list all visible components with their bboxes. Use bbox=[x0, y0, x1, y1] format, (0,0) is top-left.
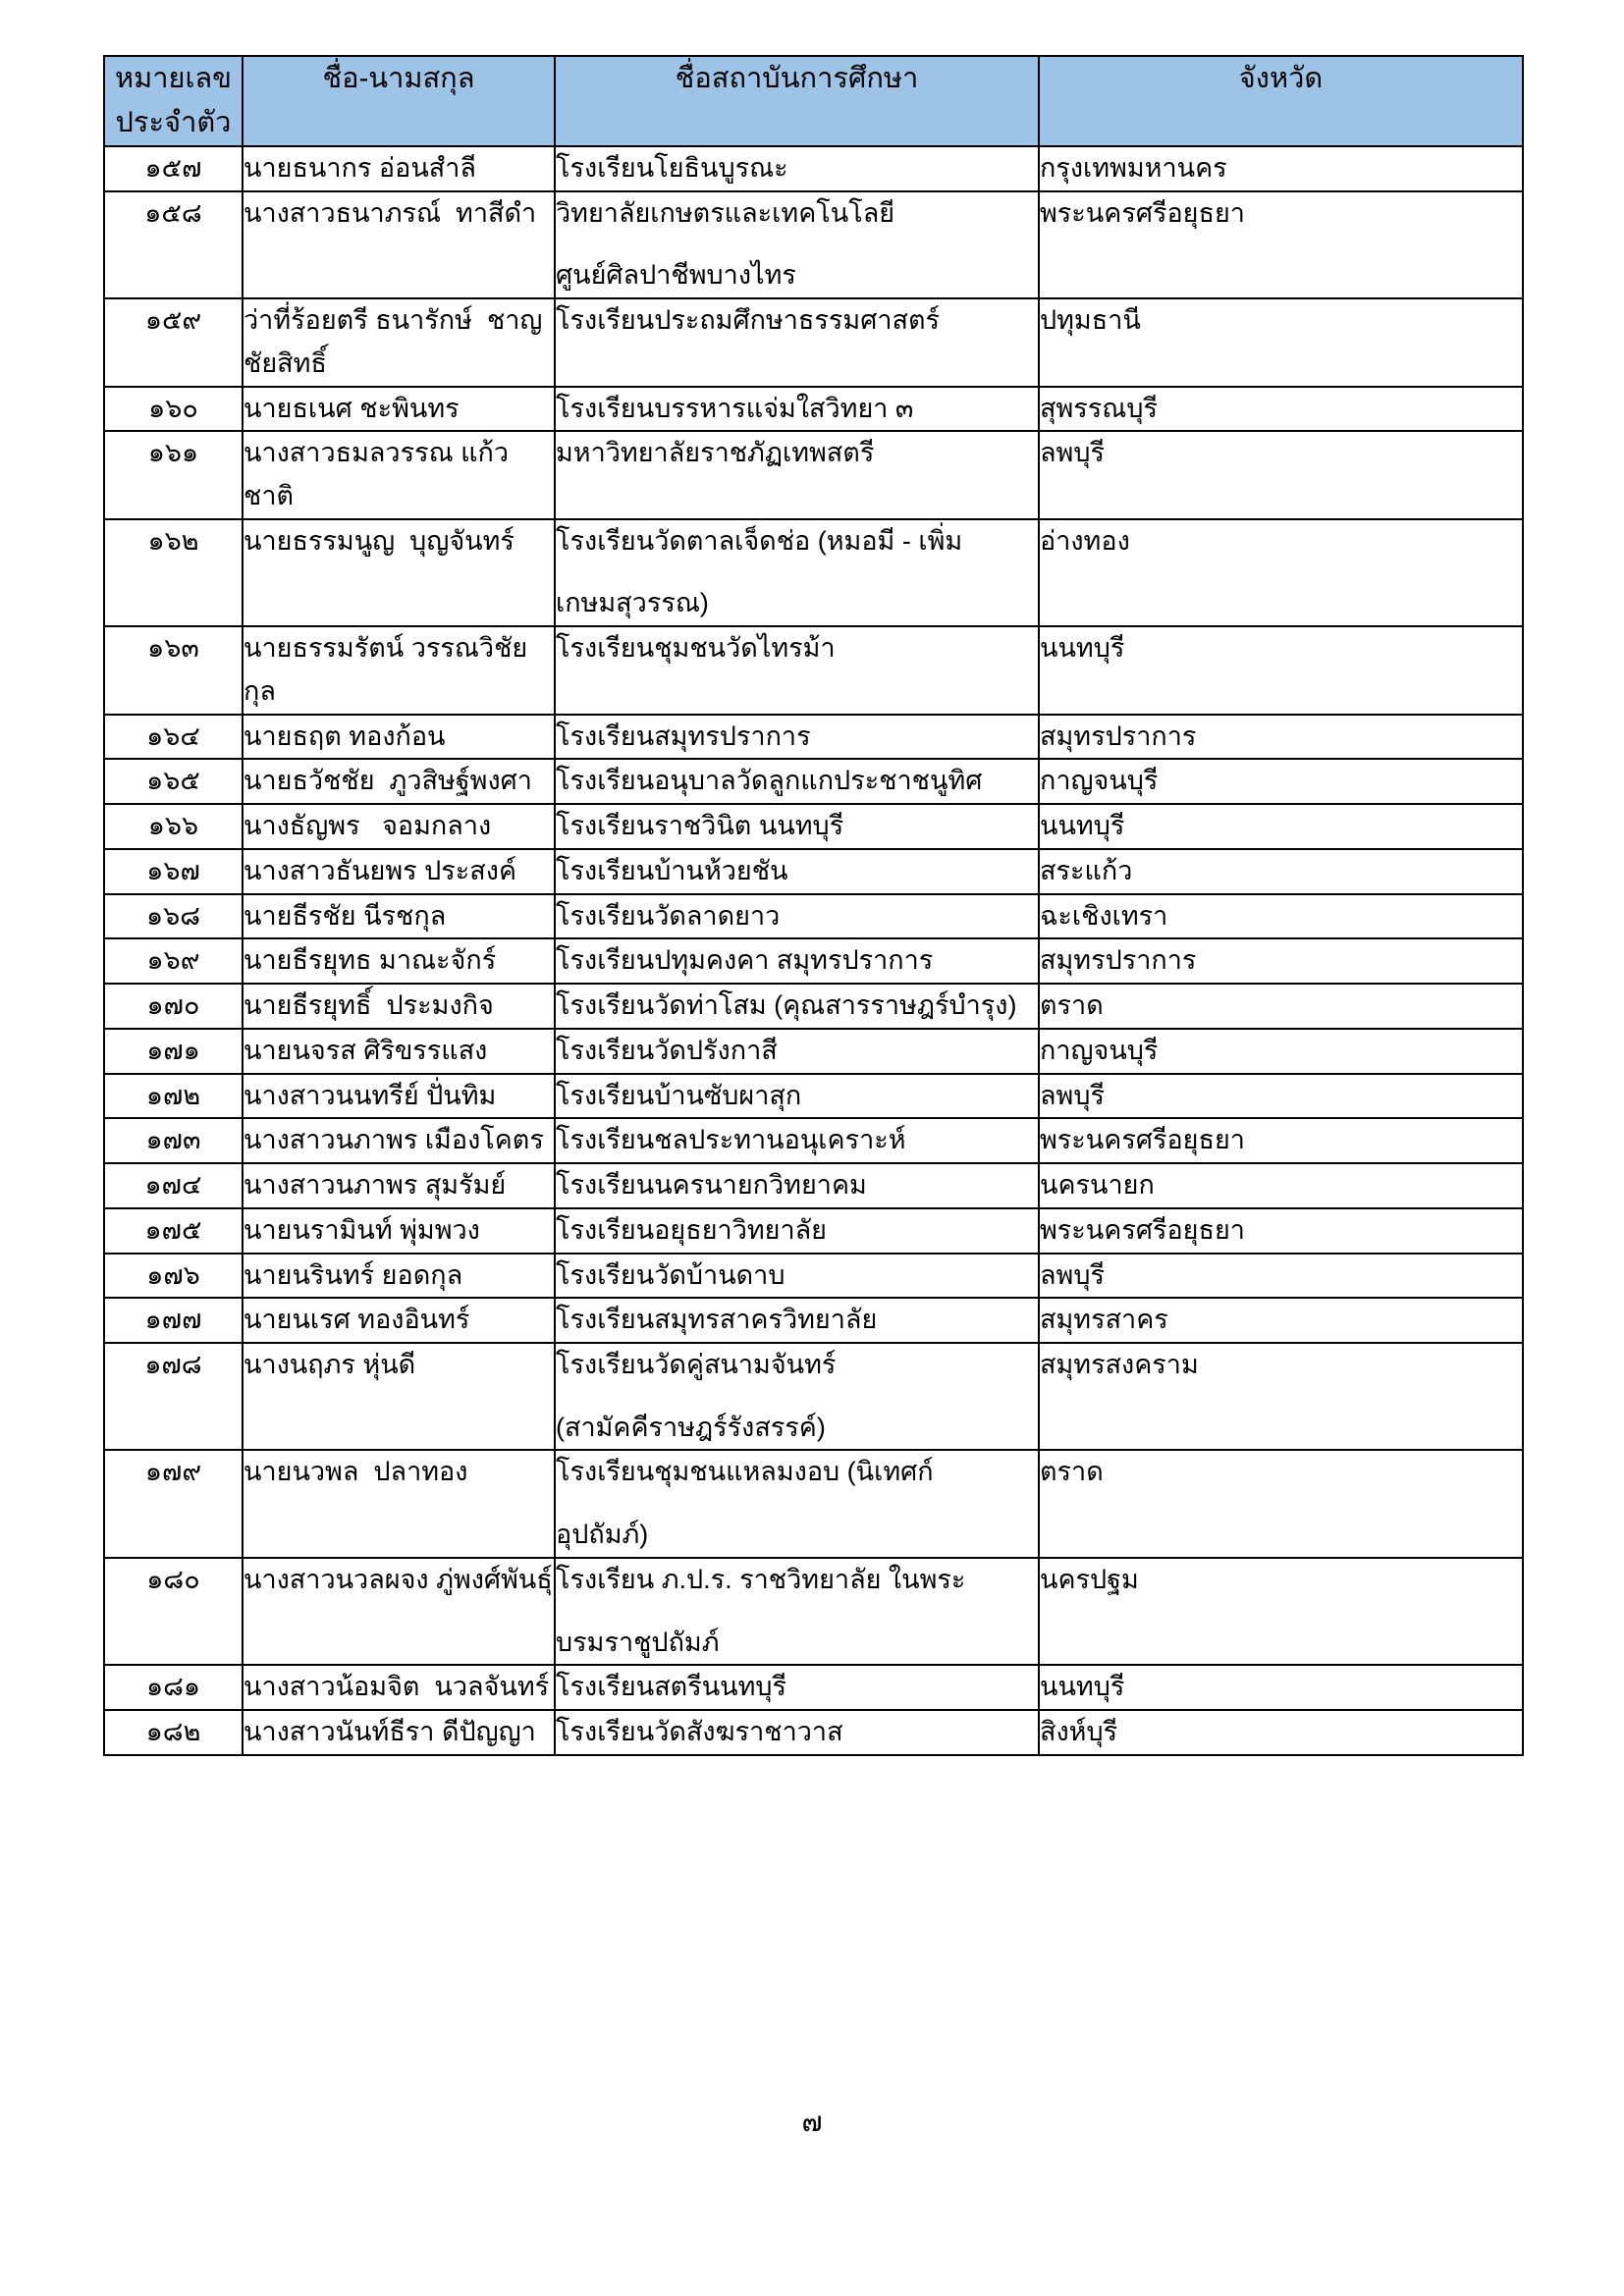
cell-name bbox=[243, 431, 555, 518]
cell-institution-line-1: โรงเรียนวัดสังฆราชาวาส bbox=[556, 1717, 843, 1747]
cell-institution bbox=[555, 1163, 1039, 1208]
table-row bbox=[104, 1298, 1523, 1343]
cell-province-line-1: พระนครศรีอยุธยา bbox=[1040, 1125, 1245, 1155]
cell-name bbox=[243, 1208, 555, 1254]
cell-id-line-1: ๑๖๑ bbox=[147, 438, 199, 468]
cell-province bbox=[1039, 984, 1523, 1029]
column-header-name-line-1: ชื่อ-นามสกุล bbox=[322, 63, 475, 94]
cell-province-line-1: ลพบุรี bbox=[1040, 1080, 1105, 1110]
cell-id bbox=[104, 1163, 243, 1208]
column-header-id-line-2: ประจำตัว bbox=[115, 106, 232, 138]
cell-id-line-1: ๑๘๒ bbox=[145, 1717, 201, 1747]
cell-name bbox=[243, 1558, 555, 1665]
cell-id bbox=[104, 1118, 243, 1163]
cell-province-line-1: ปทุมธานี bbox=[1040, 305, 1141, 336]
cell-name-line-1: นางสาวธมลวรรณ แก้วชาติ bbox=[244, 438, 510, 511]
cell-institution-line-2: (สามัคคีราษฎร์รังสรรค์) bbox=[556, 1412, 826, 1442]
cell-id bbox=[104, 938, 243, 984]
cell-institution-line-1: โรงเรียนชุมชนแหลมงอบ (นิเทศก์ bbox=[556, 1457, 934, 1487]
cell-name-line-1: นางสาวนนทรีย์ ปั่นทิม bbox=[244, 1080, 497, 1110]
cell-institution bbox=[555, 894, 1039, 939]
cell-institution bbox=[555, 804, 1039, 849]
cell-province bbox=[1039, 804, 1523, 849]
header-row bbox=[104, 56, 1523, 146]
cell-institution bbox=[555, 1208, 1039, 1254]
cell-name bbox=[243, 1710, 555, 1755]
cell-name-line-1: นายนเรศ ทองอินทร์ bbox=[244, 1305, 470, 1335]
cell-province bbox=[1039, 849, 1523, 894]
table-row bbox=[104, 804, 1523, 849]
table-row bbox=[104, 298, 1523, 386]
table-row bbox=[104, 1450, 1523, 1557]
cell-name-line-1: นางสาวนวลผจง ภู่พงศ์พันธุ์ bbox=[244, 1564, 553, 1594]
cell-institution-line-1: โรงเรียนวัดบ้านดาบ bbox=[556, 1259, 785, 1290]
cell-name-line-1: นายธวัชชัย ภูวสิษฐ์พงศา bbox=[244, 766, 532, 796]
cell-institution-line-1: โรงเรียนวัดปรังกาสี bbox=[556, 1035, 778, 1065]
cell-institution bbox=[555, 938, 1039, 984]
cell-id bbox=[104, 715, 243, 760]
cell-name bbox=[243, 298, 555, 386]
cell-id bbox=[104, 1343, 243, 1450]
cell-province-line-1: กรุงเทพมหานคร bbox=[1040, 152, 1227, 183]
cell-name bbox=[243, 849, 555, 894]
table-row bbox=[104, 984, 1523, 1029]
cell-id-line-1: ๑๖๓ bbox=[147, 633, 199, 664]
cell-id-line-1: ๑๖๗ bbox=[146, 855, 200, 885]
cell-institution bbox=[555, 1665, 1039, 1710]
table-row bbox=[104, 519, 1523, 626]
cell-id bbox=[104, 849, 243, 894]
table-row bbox=[104, 938, 1523, 984]
cell-institution-line-1: โรงเรียน ภ.ป.ร. ราชวิทยาลัย ในพระ bbox=[556, 1564, 966, 1594]
cell-name bbox=[243, 938, 555, 984]
column-header-institution bbox=[555, 56, 1039, 146]
cell-id-line-1: ๑๗๓ bbox=[145, 1125, 201, 1155]
cell-institution-line-1: โรงเรียนประถมศึกษาธรรมศาสตร์ bbox=[556, 305, 941, 336]
cell-institution-line-1: วิทยาลัยเกษตรและเทคโนโลยี bbox=[556, 197, 895, 228]
cell-province bbox=[1039, 1710, 1523, 1755]
cell-province bbox=[1039, 1029, 1523, 1074]
cell-institution-line-1: โรงเรียนวัดลาดยาว bbox=[556, 900, 781, 931]
cell-id bbox=[104, 1558, 243, 1665]
cell-institution bbox=[555, 984, 1039, 1029]
table-row bbox=[104, 1710, 1523, 1755]
cell-name bbox=[243, 519, 555, 626]
cell-institution-line-1: โรงเรียนชุมชนวัดไทรม้า bbox=[556, 633, 836, 664]
cell-name bbox=[243, 1254, 555, 1299]
cell-name bbox=[243, 1029, 555, 1074]
cell-province bbox=[1039, 1254, 1523, 1299]
cell-province-line-1: ลพบุรี bbox=[1040, 438, 1105, 468]
cell-province bbox=[1039, 1208, 1523, 1254]
column-header-institution-line-1: ชื่อสถาบันการศึกษา bbox=[675, 63, 919, 94]
table-row bbox=[104, 146, 1523, 191]
page-number: ๗ bbox=[801, 2107, 823, 2137]
table-row bbox=[104, 1665, 1523, 1710]
cell-id bbox=[104, 146, 243, 191]
cell-name bbox=[243, 146, 555, 191]
cell-id-line-1: ๑๗๐ bbox=[146, 990, 200, 1021]
cell-province-line-1: สมุทรสงคราม bbox=[1040, 1349, 1199, 1379]
cell-name-line-1: นายธีรยุทธ มาณะจักร์ bbox=[244, 945, 497, 976]
cell-id bbox=[104, 804, 243, 849]
cell-institution-line-1: โรงเรียนชลประทานอนุเคราะห์ bbox=[556, 1125, 906, 1155]
cell-name bbox=[243, 1450, 555, 1557]
table-body bbox=[104, 146, 1523, 1755]
cell-institution bbox=[555, 626, 1039, 714]
cell-name bbox=[243, 387, 555, 432]
cell-id-line-1: ๑๖๖ bbox=[147, 811, 199, 841]
cell-institution-line-1: โรงเรียนปทุมคงคา สมุทรปราการ bbox=[556, 945, 934, 976]
cell-id bbox=[104, 759, 243, 804]
table-row bbox=[104, 191, 1523, 298]
cell-province-line-1: ลพบุรี bbox=[1040, 1259, 1105, 1290]
cell-province-line-1: กาญจนบุรี bbox=[1040, 1035, 1159, 1065]
table-row bbox=[104, 715, 1523, 760]
cell-id-line-1: ๑๖๙ bbox=[146, 945, 200, 976]
cell-id-line-1: ๑๘๑ bbox=[145, 1672, 201, 1702]
cell-institution-line-2: บรมราชูปถัมภ์ bbox=[556, 1627, 720, 1657]
cell-id bbox=[104, 1254, 243, 1299]
cell-province bbox=[1039, 938, 1523, 984]
table-row bbox=[104, 431, 1523, 518]
cell-province-line-1: นนทบุรี bbox=[1040, 811, 1125, 841]
cell-name bbox=[243, 1298, 555, 1343]
cell-province-line-1: พระนครศรีอยุธยา bbox=[1040, 1214, 1245, 1245]
cell-province-line-1: อ่างทอง bbox=[1040, 525, 1130, 556]
cell-name-line-1: นายธนากร อ่อนสำลี bbox=[244, 152, 476, 183]
table-row bbox=[104, 849, 1523, 894]
cell-name-line-1: นายธีรยุทธิ์ ประมงกิจ bbox=[244, 990, 494, 1021]
cell-province bbox=[1039, 431, 1523, 518]
cell-id-line-1: ๑๖๒ bbox=[147, 525, 199, 556]
table-row bbox=[104, 1343, 1523, 1450]
cell-province bbox=[1039, 1298, 1523, 1343]
cell-name-line-1: นายธเนศ ชะพินทร bbox=[244, 393, 460, 423]
cell-institution-line-1: โรงเรียนสตรีนนทบุรี bbox=[556, 1672, 787, 1702]
cell-province bbox=[1039, 715, 1523, 760]
cell-institution-line-1: โรงเรียนราชวินิต นนทบุรี bbox=[556, 811, 844, 841]
cell-institution bbox=[555, 1118, 1039, 1163]
cell-province bbox=[1039, 1074, 1523, 1119]
cell-name-line-1: นายนวพล ปลาทอง bbox=[244, 1457, 468, 1487]
cell-name-line-1: นายธีรชัย นีรชกุล bbox=[244, 900, 447, 931]
cell-name-line-1: นายธฤต ทองก้อน bbox=[244, 721, 446, 751]
cell-id bbox=[104, 1208, 243, 1254]
cell-province bbox=[1039, 191, 1523, 298]
cell-id bbox=[104, 431, 243, 518]
cell-id bbox=[104, 1029, 243, 1074]
cell-name bbox=[243, 1343, 555, 1450]
table-row bbox=[104, 894, 1523, 939]
cell-institution-line-2: ศูนย์ศิลปาชีพบางไทร bbox=[556, 260, 796, 291]
cell-name-line-1: นางนฤภร หุ่นดี bbox=[244, 1349, 416, 1379]
cell-province bbox=[1039, 759, 1523, 804]
cell-id-line-1: ๑๗๖ bbox=[146, 1259, 200, 1290]
cell-province bbox=[1039, 298, 1523, 386]
cell-id-line-1: ๑๕๘ bbox=[144, 197, 202, 228]
cell-name bbox=[243, 804, 555, 849]
cell-province bbox=[1039, 146, 1523, 191]
cell-id bbox=[104, 626, 243, 714]
cell-institution-line-1: โรงเรียนนครนายกวิทยาคม bbox=[556, 1170, 867, 1201]
cell-id-line-1: ๑๕๗ bbox=[144, 152, 202, 183]
cell-institution bbox=[555, 298, 1039, 386]
cell-name-line-1: นายนจรส ศิริขรรแสง bbox=[244, 1035, 488, 1065]
cell-institution-line-1: โรงเรียนอยุธยาวิทยาลัย bbox=[556, 1214, 827, 1245]
cell-institution bbox=[555, 1298, 1039, 1343]
cell-institution bbox=[555, 715, 1039, 760]
cell-institution bbox=[555, 146, 1039, 191]
cell-institution-line-1: โรงเรียนวัดท่าโสม (คุณสารราษฎร์บำรุง) bbox=[556, 990, 1017, 1021]
cell-id-line-1: ๑๖๘ bbox=[145, 900, 201, 931]
table-row bbox=[104, 1118, 1523, 1163]
cell-name bbox=[243, 1118, 555, 1163]
cell-province bbox=[1039, 626, 1523, 714]
cell-name bbox=[243, 1074, 555, 1119]
cell-institution bbox=[555, 1558, 1039, 1665]
cell-institution bbox=[555, 849, 1039, 894]
cell-name-line-1: นางสาวน้อมจิต นวลจันทร์ bbox=[244, 1672, 550, 1702]
cell-id bbox=[104, 1450, 243, 1557]
cell-id bbox=[104, 894, 243, 939]
cell-institution-line-1: มหาวิทยาลัยราชภัฏเทพสตรี bbox=[556, 438, 875, 468]
table-row bbox=[104, 1029, 1523, 1074]
cell-institution-line-1: โรงเรียนโยธินบูรณะ bbox=[556, 152, 788, 183]
cell-name-line-1: นายธรรมนูญ บุญจันทร์ bbox=[244, 525, 514, 556]
table-row bbox=[104, 759, 1523, 804]
cell-id-line-1: ๑๗๙ bbox=[144, 1457, 202, 1487]
cell-province-line-1: ตราด bbox=[1040, 1457, 1104, 1487]
cell-id bbox=[104, 519, 243, 626]
table-row bbox=[104, 1163, 1523, 1208]
cell-institution-line-2: อุปถัมภ์) bbox=[556, 1520, 649, 1550]
table-row bbox=[104, 1254, 1523, 1299]
cell-province-line-1: สมุทรปราการ bbox=[1040, 721, 1197, 751]
cell-name-line-1: นางสาวนภาพร สุมรัมย์ bbox=[244, 1170, 507, 1201]
cell-institution-line-1: โรงเรียนวัดคู่สนามจันทร์ bbox=[556, 1349, 837, 1379]
cell-institution bbox=[555, 1254, 1039, 1299]
table-row bbox=[104, 1074, 1523, 1119]
cell-institution bbox=[555, 1029, 1039, 1074]
column-header-id bbox=[104, 56, 243, 146]
cell-name bbox=[243, 626, 555, 714]
cell-institution-line-1: โรงเรียนอนุบาลวัดลูกแกประชาชนูทิศ bbox=[556, 766, 983, 796]
cell-province-line-1: สมุทรปราการ bbox=[1040, 945, 1197, 976]
cell-id bbox=[104, 298, 243, 386]
cell-name bbox=[243, 1163, 555, 1208]
cell-id bbox=[104, 1074, 243, 1119]
cell-province bbox=[1039, 1343, 1523, 1450]
cell-institution-line-1: โรงเรียนบ้านซับผาสุก bbox=[556, 1080, 802, 1110]
cell-name-line-1: นายนรามินท์ พุ่มพวง bbox=[244, 1214, 480, 1245]
cell-id-line-1: ๑๖๔ bbox=[146, 721, 200, 751]
cell-name bbox=[243, 759, 555, 804]
table-header bbox=[104, 56, 1523, 146]
cell-name bbox=[243, 191, 555, 298]
cell-name-line-1: นางสาวธันยพร ประสงค์ bbox=[244, 855, 517, 885]
cell-institution bbox=[555, 1710, 1039, 1755]
cell-province-line-1: พระนครศรีอยุธยา bbox=[1040, 197, 1245, 228]
column-header-province bbox=[1039, 56, 1523, 146]
cell-institution-line-1: โรงเรียนบ้านห้วยชัน bbox=[556, 855, 788, 885]
cell-id bbox=[104, 1298, 243, 1343]
table-row bbox=[104, 1208, 1523, 1254]
cell-institution-line-2: เกษมสุวรรณ) bbox=[556, 588, 709, 618]
cell-id-line-1: ๑๗๗ bbox=[144, 1305, 202, 1335]
cell-institution bbox=[555, 1343, 1039, 1450]
cell-province-line-1: นครนายก bbox=[1040, 1170, 1155, 1201]
cell-province-line-1: สุพรรณบุรี bbox=[1040, 393, 1158, 423]
cell-institution bbox=[555, 191, 1039, 298]
cell-province bbox=[1039, 894, 1523, 939]
column-header-name bbox=[243, 56, 555, 146]
cell-province bbox=[1039, 1558, 1523, 1665]
cell-id-line-1: ๑๕๙ bbox=[144, 305, 202, 336]
cell-province bbox=[1039, 387, 1523, 432]
cell-institution bbox=[555, 431, 1039, 518]
cell-name bbox=[243, 1665, 555, 1710]
cell-institution bbox=[555, 759, 1039, 804]
cell-province bbox=[1039, 1118, 1523, 1163]
cell-province-line-1: สิงห์บุรี bbox=[1040, 1717, 1118, 1747]
cell-institution bbox=[555, 387, 1039, 432]
cell-province-line-1: นครปฐม bbox=[1040, 1564, 1139, 1594]
cell-province-line-1: ฉะเชิงเทรา bbox=[1040, 900, 1168, 931]
cell-id bbox=[104, 1665, 243, 1710]
roster-table bbox=[103, 55, 1524, 1756]
cell-name bbox=[243, 894, 555, 939]
cell-institution-line-1: โรงเรียนสมุทรปราการ bbox=[556, 721, 811, 751]
cell-province-line-1: นนทบุรี bbox=[1040, 633, 1125, 664]
cell-id-line-1: ๑๗๕ bbox=[144, 1214, 202, 1245]
cell-id-line-1: ๑๖๐ bbox=[148, 393, 198, 423]
cell-name-line-1: นางสาวนภาพร เมืองโคตร bbox=[244, 1125, 544, 1155]
cell-name bbox=[243, 984, 555, 1029]
cell-institution-line-1: โรงเรียนสมุทรสาครวิทยาลัย bbox=[556, 1305, 878, 1335]
cell-province-line-1: กาญจนบุรี bbox=[1040, 766, 1159, 796]
cell-id bbox=[104, 191, 243, 298]
cell-id-line-1: ๑๗๑ bbox=[146, 1035, 200, 1065]
cell-name-line-1: นายธรรมรัตน์ วรรณวิชัยกุล bbox=[244, 633, 528, 706]
cell-id bbox=[104, 1710, 243, 1755]
cell-province-line-1: ตราด bbox=[1040, 990, 1104, 1021]
cell-province bbox=[1039, 1163, 1523, 1208]
cell-name-line-1: นางธัญพร จอมกลาง bbox=[244, 811, 492, 841]
table-row bbox=[104, 387, 1523, 432]
cell-id bbox=[104, 387, 243, 432]
cell-id-line-1: ๑๗๒ bbox=[145, 1080, 201, 1110]
cell-province-line-1: สมุทรสาคร bbox=[1040, 1305, 1168, 1335]
cell-institution bbox=[555, 1074, 1039, 1119]
cell-name-line-1: นางสาวนันท์ธีรา ดีปัญญา bbox=[244, 1717, 536, 1747]
cell-institution bbox=[555, 519, 1039, 626]
cell-province bbox=[1039, 1450, 1523, 1557]
cell-province bbox=[1039, 519, 1523, 626]
cell-name-line-1: ว่าที่ร้อยตรี ธนารักษ์ ชาญชัยสิทธิ์ bbox=[244, 305, 543, 378]
cell-province-line-1: นนทบุรี bbox=[1040, 1672, 1125, 1702]
cell-id-line-1: ๑๖๕ bbox=[146, 766, 200, 796]
cell-name-line-1: นายนรินทร์ ยอดกุล bbox=[244, 1259, 463, 1290]
cell-province-line-1: สระแก้ว bbox=[1040, 855, 1133, 885]
cell-institution-line-1: โรงเรียนวัดตาลเจ็ดช่อ (หมอมี - เพิ่ม bbox=[556, 525, 963, 556]
cell-id-line-1: ๑๘๐ bbox=[146, 1564, 200, 1594]
cell-province bbox=[1039, 1665, 1523, 1710]
cell-institution-line-1: โรงเรียนบรรหารแจ่มใสวิทยา ๓ bbox=[556, 393, 914, 423]
cell-id bbox=[104, 984, 243, 1029]
table-row bbox=[104, 626, 1523, 714]
cell-name bbox=[243, 715, 555, 760]
column-header-id-line-1: หมายเลข bbox=[114, 63, 233, 94]
column-header-province-line-1: จังหวัด bbox=[1238, 63, 1324, 94]
table-row bbox=[104, 1558, 1523, 1665]
cell-id-line-1: ๑๗๘ bbox=[144, 1349, 202, 1379]
cell-name-line-1: นางสาวธนาภรณ์ ทาสีดำ bbox=[244, 197, 537, 228]
cell-institution bbox=[555, 1450, 1039, 1557]
cell-id-line-1: ๑๗๔ bbox=[144, 1170, 202, 1201]
